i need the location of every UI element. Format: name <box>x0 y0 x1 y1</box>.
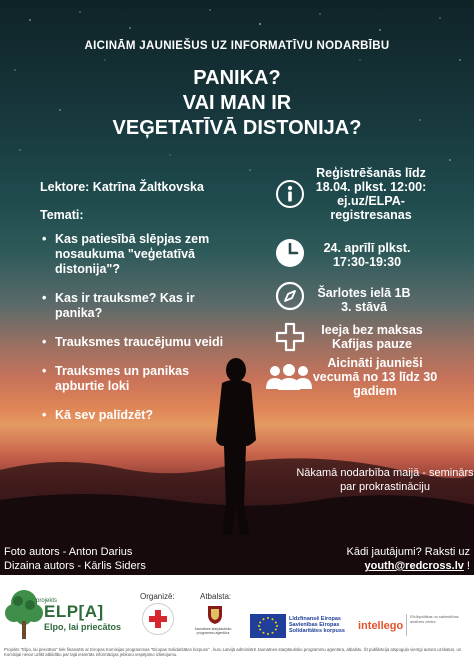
contact-email-link[interactable]: youth@redcross.lv <box>364 560 464 572</box>
funding-disclaimer: Projekts "Elpo, lai priecātos" tiek finansēts ar Eiropas Komisijas programmas "Eiropas Solidaritātes korpuss" , kuru Latvijā administrē Jaunatnes starptautisko programmu aģentūra, atbalstu. Šī publikācija atspoguļo vienīgi autora uzskatus, un Komisijai nevar uzlikt atbildību par tajā ietvertās informācijas jebkuru iespējamo izlietojumu. <box>4 647 462 658</box>
agency-name: Jaunatnes starptautisko programmu aģentūra <box>194 627 232 635</box>
title-line-2: VAI MAN IR <box>182 92 292 114</box>
lecturer: Lektore: Katrīna Žaltkovska <box>40 180 204 194</box>
title-line-3: VEĢETATĪVĀ DISTONIJA? <box>112 117 362 139</box>
compass-icon <box>273 279 307 313</box>
poster-title <box>0 66 474 141</box>
design-credit: Dizaina autors - Kārlis Siders <box>4 560 146 572</box>
topic-item: • Trauksmes traucējumu veidi <box>40 335 240 350</box>
policy-centre-logo: Rīcībpolitikas un sabiedrības analīzes centrs <box>410 615 459 624</box>
clock-icon <box>273 236 307 270</box>
topic-item: • Kas patiesībā slēpjas zem nosaukuma "veģetatīvā distonija"? <box>40 232 240 277</box>
group-icon <box>262 360 316 394</box>
next-event-note: Nākamā nodarbība maijā - seminārs par prokrastināciju <box>296 467 474 493</box>
title-line-1: PANIKA? <box>193 67 281 89</box>
topics-heading: Temati: <box>40 208 84 222</box>
credits <box>4 545 146 573</box>
contact <box>346 545 470 573</box>
audience-info: Aicināti jaunieši vecumā no 13 līdz 30 gadiem <box>312 356 438 398</box>
topic-item: • Trauksmes un panikas apburtie loki <box>40 364 240 394</box>
divider <box>406 614 407 636</box>
elpa-tag: projekts <box>36 598 58 604</box>
photo-credit: Foto autors - Anton Darius <box>4 546 133 558</box>
contact-suffix: ! <box>463 560 470 572</box>
registration-icon <box>273 177 307 211</box>
location-info: Šarlotes ielā 1B 3. stāvā <box>317 286 411 314</box>
topic-item: • Kas ir trauksme? Kas ir panika? <box>40 291 240 321</box>
topics-list <box>40 232 240 437</box>
plus-icon <box>273 320 307 354</box>
organizer-label: Organizē: <box>140 592 175 601</box>
contact-question: Kādi jautājumi? Raksti uz <box>346 546 470 558</box>
eu-cofunding-text: Līdzfinansē Eiropas Savienības Eiropas Solidaritātes korpuss <box>289 616 345 634</box>
support-label: Atbalsta: <box>200 592 232 601</box>
eu-flag-logo <box>250 614 286 638</box>
registration-info: Reģistrēšanās līdz 18.04. plkst. 12:00: ej.uz/ELPA-registresanas <box>315 166 427 222</box>
topic-item: • Kā sev palīdzēt? <box>40 408 240 423</box>
entry-info: Ieeja bez maksas Kafijas pauze <box>321 323 423 351</box>
elpa-slogan: Elpo, lai priecātos <box>44 622 122 632</box>
time-info: 24. aprīlī plkst. 17:30-19:30 <box>323 241 411 269</box>
elpa-name: ELP[A] <box>44 602 104 621</box>
intellego-logo: intellego <box>358 620 404 632</box>
invitation-header: AICINĀM JAUNIEŠUS UZ INFORMATĪVU NODARBĪBU <box>84 40 390 52</box>
red-cross-logo <box>142 603 174 635</box>
coat-of-arms-logo <box>204 603 226 625</box>
